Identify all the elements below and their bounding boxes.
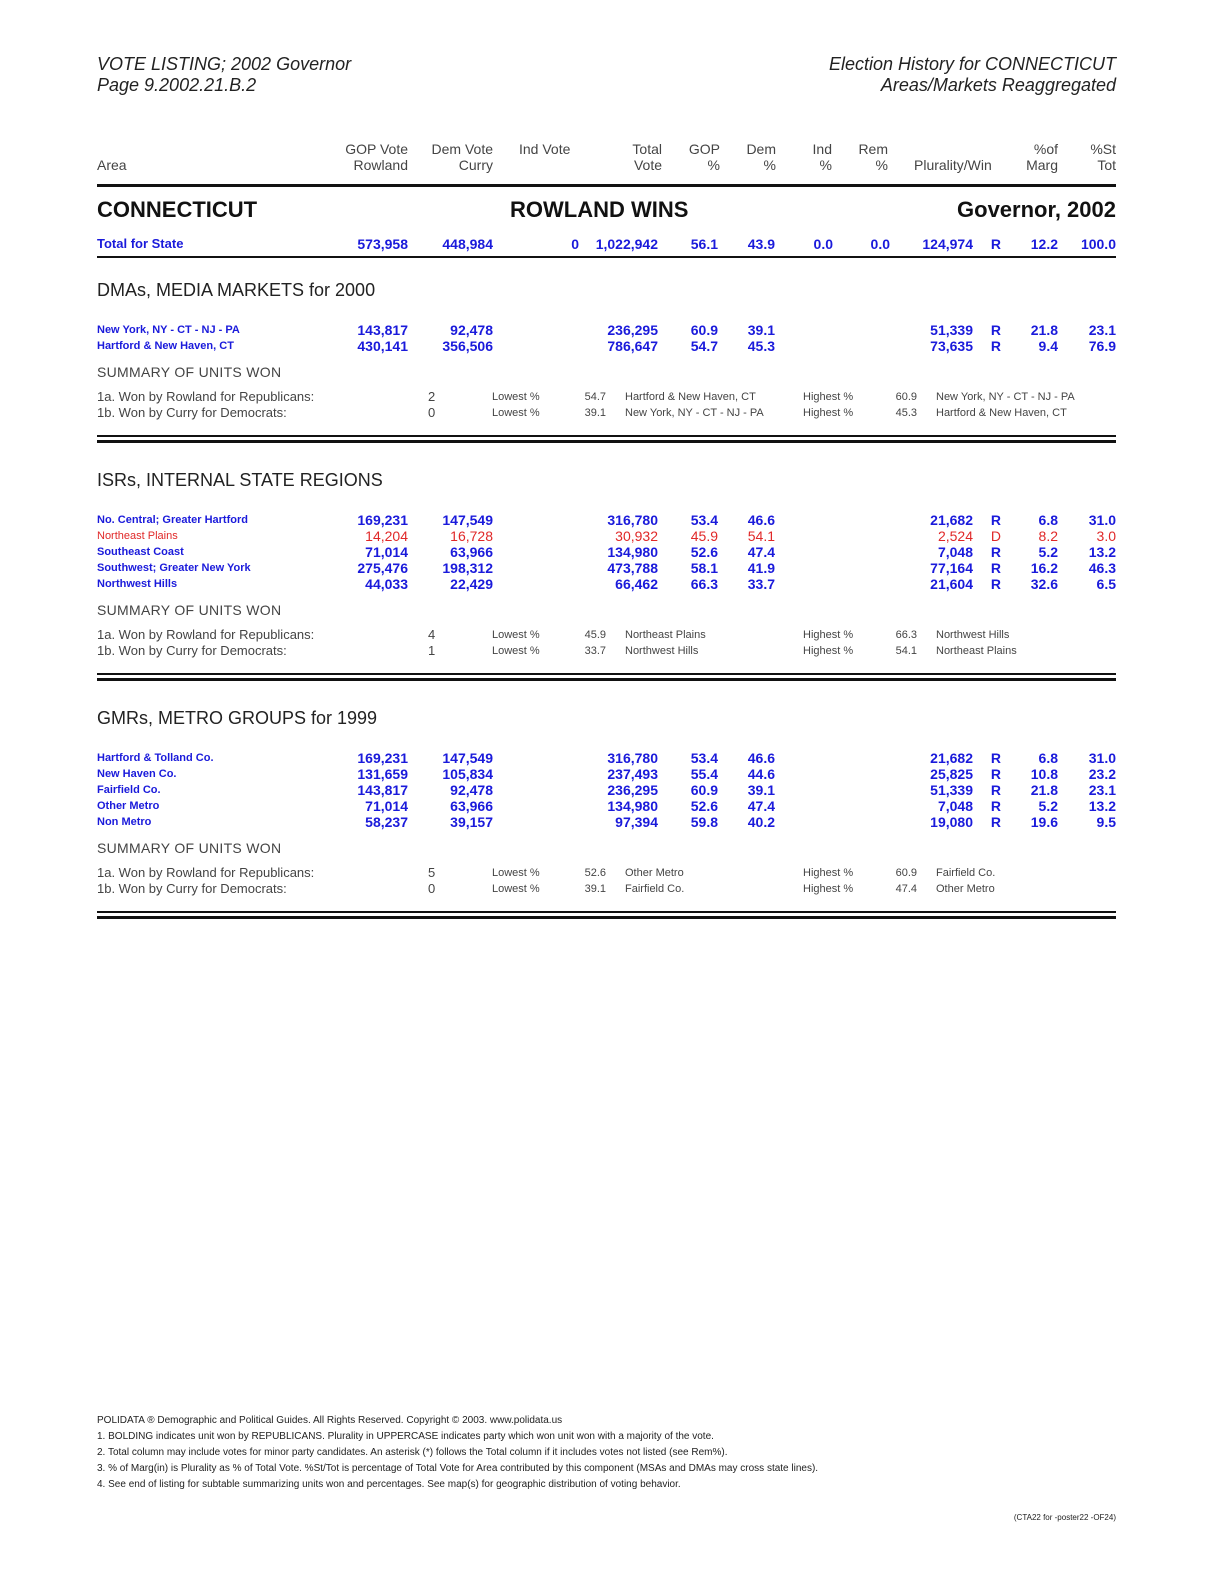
cell-total: 316,780 [607, 512, 658, 528]
cell-plurality: 77,164 [930, 560, 973, 576]
area-name: Other Metro [97, 800, 160, 812]
summary-high-label: Highest % [803, 645, 854, 657]
cell-plurality: 51,339 [930, 782, 973, 798]
cell-st: 13.2 [1088, 544, 1116, 560]
state-ind-pct: 0.0 [813, 236, 833, 252]
summary-title: SUMMARY OF UNITS WON [97, 840, 282, 856]
cell-dem: 356,506 [442, 338, 493, 354]
summary-high-value: 47.4 [895, 883, 917, 895]
history-title: Election History for CONNECTICUT [828, 54, 1116, 74]
cell-gop: 143,817 [357, 782, 408, 798]
cell-win: R [990, 512, 1001, 528]
cell-gop-pct: 45.9 [690, 528, 718, 544]
cell-plurality: 51,339 [930, 322, 973, 338]
col-margin: %of Marg [1026, 141, 1058, 173]
cell-win: R [990, 766, 1001, 782]
cell-plurality: 19,080 [930, 814, 973, 830]
area-name: Southeast Coast [97, 546, 184, 558]
summary-high-value: 60.9 [895, 867, 917, 879]
summary-low-value: 52.6 [584, 867, 606, 879]
summary-low-name: Hartford & New Haven, CT [625, 391, 756, 403]
cell-total: 30,932 [615, 528, 658, 544]
cell-gop-pct: 66.3 [690, 576, 718, 592]
cell-st: 31.0 [1088, 750, 1116, 766]
cell-dem: 147,549 [442, 750, 493, 766]
history-subtitle: Areas/Markets Reaggregated [880, 75, 1116, 95]
state-margin: 12.2 [1030, 236, 1058, 252]
cell-total: 236,295 [607, 322, 658, 338]
page-header-left [97, 54, 351, 96]
state-name: CONNECTICUT [97, 197, 258, 222]
cell-gop-pct: 55.4 [690, 766, 718, 782]
footer-note-4: 4. See end of listing for subtable summarizing units won and percentages. See map(s) for geographic distribution of voting behavior. [97, 1479, 681, 1490]
cell-gop-pct: 53.4 [690, 750, 718, 766]
summary-low-value: 54.7 [584, 391, 606, 403]
summary-high-label: Highest % [803, 391, 854, 403]
cell-dem: 105,834 [442, 766, 493, 782]
summary-count: 2 [428, 389, 436, 404]
cell-gop-pct: 53.4 [690, 512, 718, 528]
cell-gop: 14,204 [365, 528, 408, 544]
state-gop-pct: 56.1 [690, 236, 718, 252]
cell-marg: 32.6 [1030, 576, 1058, 592]
cell-win: R [990, 798, 1001, 814]
summary-low-name: Other Metro [625, 867, 684, 879]
summary-high-label: Highest % [803, 407, 854, 419]
cell-marg: 5.2 [1038, 798, 1058, 814]
cell-dem-pct: 45.3 [747, 338, 775, 354]
section-rule [97, 911, 1116, 913]
cell-st: 6.5 [1096, 576, 1116, 592]
footer-copyright: POLIDATA ® Demographic and Political Guides. All Rights Reserved. Copyright © 2003. www.polidata.us [97, 1415, 563, 1426]
col-ind-pct: Ind % [812, 141, 832, 173]
cell-total: 97,394 [615, 814, 658, 830]
summary-low-label: Lowest % [492, 629, 540, 641]
summary-count: 1 [428, 643, 436, 658]
state-pct-total: 100.0 [1080, 236, 1116, 252]
cell-dem: 63,966 [450, 544, 493, 560]
header-rule [97, 184, 1116, 187]
cell-marg: 19.6 [1030, 814, 1058, 830]
col-area: Area [97, 157, 127, 173]
summary-low-label: Lowest % [492, 883, 540, 895]
col-dem-vote: Dem Vote Curry [431, 141, 493, 173]
cell-st: 76.9 [1088, 338, 1116, 354]
state-dem: 448,984 [442, 236, 493, 252]
cell-dem: 16,728 [450, 528, 493, 544]
summary-title: SUMMARY OF UNITS WON [97, 602, 282, 618]
cell-marg: 8.2 [1038, 528, 1058, 544]
section-rule [97, 678, 1116, 681]
summary-count: 0 [428, 881, 436, 896]
page-number: Page 9.2002.21.B.2 [97, 75, 257, 95]
summary-low-value: 45.9 [584, 629, 606, 641]
cell-gop-pct: 60.9 [690, 322, 718, 338]
cell-gop: 169,231 [357, 512, 408, 528]
cell-dem: 22,429 [450, 576, 493, 592]
listing-title: VOTE LISTING; 2002 Governor [97, 54, 352, 74]
cell-dem: 92,478 [450, 782, 493, 798]
cell-marg: 5.2 [1038, 544, 1058, 560]
cell-plurality: 21,604 [930, 576, 973, 592]
page-header-right [829, 54, 1116, 96]
cell-dem-pct: 47.4 [747, 798, 775, 814]
cell-gop-pct: 58.1 [690, 560, 718, 576]
summary-high-value: 45.3 [895, 407, 917, 419]
summary-count: 5 [428, 865, 436, 880]
cell-marg: 16.2 [1030, 560, 1058, 576]
summary-label: 1b. Won by Curry for Democrats: [97, 881, 287, 896]
section-rule [97, 916, 1116, 919]
cell-total: 134,980 [607, 544, 658, 560]
area-name: Non Metro [97, 816, 152, 828]
area-name: Hartford & New Haven, CT [97, 340, 234, 352]
col-plurality: Plurality/Win [914, 157, 992, 173]
summary-low-value: 33.7 [584, 645, 606, 657]
cell-st: 9.5 [1096, 814, 1116, 830]
summary-high-name: Northeast Plains [936, 645, 1017, 657]
summary-count: 0 [428, 405, 436, 420]
col-rem-pct: Rem % [858, 141, 888, 173]
state-win: R [990, 236, 1001, 252]
cell-plurality: 7,048 [937, 798, 973, 814]
cell-plurality: 73,635 [930, 338, 973, 354]
summary-high-label: Highest % [803, 629, 854, 641]
col-ind-vote: Ind Vote [519, 141, 571, 157]
cell-gop: 71,014 [365, 544, 408, 560]
cell-st: 23.1 [1088, 322, 1116, 338]
col-total-vote: Total Vote [632, 141, 662, 173]
cell-marg: 21.8 [1030, 322, 1058, 338]
cell-total: 473,788 [607, 560, 658, 576]
cell-win: R [990, 338, 1001, 354]
cell-gop: 71,014 [365, 798, 408, 814]
cell-plurality: 7,048 [937, 544, 973, 560]
summary-low-label: Lowest % [492, 867, 540, 879]
summary-low-label: Lowest % [492, 391, 540, 403]
area-name: Northeast Plains [97, 530, 178, 542]
state-total: 1,022,942 [595, 236, 658, 252]
cell-gop: 44,033 [365, 576, 408, 592]
summary-high-name: Hartford & New Haven, CT [936, 407, 1067, 419]
col-gop-vote: GOP Vote Rowland [345, 141, 408, 173]
cell-dem: 39,157 [450, 814, 493, 830]
cell-total: 237,493 [607, 766, 658, 782]
cell-win: R [990, 560, 1001, 576]
cell-total: 134,980 [607, 798, 658, 814]
cell-total: 66,462 [615, 576, 658, 592]
cell-st: 23.1 [1088, 782, 1116, 798]
summary-high-value: 54.1 [895, 645, 917, 657]
area-name: Hartford & Tolland Co. [97, 752, 214, 764]
cell-dem: 92,478 [450, 322, 493, 338]
cell-marg: 10.8 [1030, 766, 1058, 782]
state-dem-pct: 43.9 [747, 236, 775, 252]
summary-label: 1a. Won by Rowland for Republicans: [97, 389, 315, 404]
summary-title: SUMMARY OF UNITS WON [97, 364, 282, 380]
cell-win: R [990, 814, 1001, 830]
summary-high-value: 66.3 [895, 629, 917, 641]
cell-dem: 147,549 [442, 512, 493, 528]
cell-dem-pct: 41.9 [747, 560, 775, 576]
summary-low-label: Lowest % [492, 645, 540, 657]
cell-plurality: 2,524 [937, 528, 973, 544]
col-dem-pct: Dem % [746, 141, 776, 173]
cell-win: D [990, 528, 1001, 544]
cell-total: 786,647 [607, 338, 658, 354]
summary-high-name: Other Metro [936, 883, 995, 895]
cell-gop-pct: 54.7 [690, 338, 718, 354]
cell-gop: 58,237 [365, 814, 408, 830]
cell-marg: 21.8 [1030, 782, 1058, 798]
state-plurality: 124,974 [922, 236, 973, 252]
footer-note-3: 3. % of Marg(in) is Plurality as % of Total Vote. %St/Tot is percentage of Total Vote for Area contributed by this component (MSAs and DMAs may cross state lines). [97, 1463, 819, 1474]
col-state-total: %St Tot [1090, 141, 1116, 173]
footer-note-1: 1. BOLDING indicates unit won by REPUBLICANS. Plurality in UPPERCASE indicates party which won unit won with a majority of the vote. [97, 1431, 714, 1442]
summary-low-name: Northeast Plains [625, 629, 706, 641]
cell-marg: 9.4 [1038, 338, 1058, 354]
state-rem-pct: 0.0 [870, 236, 890, 252]
cell-win: R [990, 576, 1001, 592]
cell-gop-pct: 59.8 [690, 814, 718, 830]
cell-plurality: 21,682 [930, 512, 973, 528]
cell-marg: 6.8 [1038, 512, 1058, 528]
summary-high-name: New York, NY - CT - NJ - PA [936, 391, 1075, 403]
summary-low-value: 39.1 [584, 883, 606, 895]
summary-label: 1a. Won by Rowland for Republicans: [97, 865, 315, 880]
footer-note-2: 2. Total column may include votes for minor party candidates. An asterisk (*) follows the Total column if it includes votes not listed (see Rem%). [97, 1447, 728, 1458]
cell-gop: 131,659 [357, 766, 408, 782]
cell-dem-pct: 33.7 [747, 576, 775, 592]
cell-win: R [990, 544, 1001, 560]
cell-st: 46.3 [1088, 560, 1116, 576]
cell-dem-pct: 40.2 [747, 814, 775, 830]
cell-gop: 275,476 [357, 560, 408, 576]
section-title: DMAs, MEDIA MARKETS for 2000 [97, 280, 376, 300]
area-name: No. Central; Greater Hartford [97, 514, 248, 526]
summary-low-name: Northwest Hills [625, 645, 699, 657]
cell-dem-pct: 47.4 [747, 544, 775, 560]
cell-dem-pct: 54.1 [747, 528, 775, 544]
summary-label: 1a. Won by Rowland for Republicans: [97, 627, 315, 642]
cell-plurality: 25,825 [930, 766, 973, 782]
cell-gop: 169,231 [357, 750, 408, 766]
state-gop: 573,958 [357, 236, 408, 252]
summary-high-label: Highest % [803, 867, 854, 879]
section-rule [97, 673, 1116, 675]
cell-gop: 143,817 [357, 322, 408, 338]
cell-st: 3.0 [1096, 528, 1116, 544]
area-name: Fairfield Co. [97, 784, 161, 796]
summary-low-value: 39.1 [584, 407, 606, 419]
summary-high-label: Highest % [803, 883, 854, 895]
area-name: Northwest Hills [97, 578, 178, 590]
cell-gop-pct: 52.6 [690, 798, 718, 814]
state-total-label: Total for State [97, 236, 184, 251]
cell-st: 23.2 [1088, 766, 1116, 782]
state-ind: 0 [571, 236, 579, 252]
cell-gop-pct: 52.6 [690, 544, 718, 560]
cell-plurality: 21,682 [930, 750, 973, 766]
cell-st: 13.2 [1088, 798, 1116, 814]
cell-dem: 198,312 [442, 560, 493, 576]
cell-marg: 6.8 [1038, 750, 1058, 766]
summary-low-name: Fairfield Co. [625, 883, 685, 895]
state-total-row [0, 236, 1224, 254]
summary-count: 4 [428, 627, 436, 642]
summary-high-value: 60.9 [895, 391, 917, 403]
col-gop-pct: GOP % [688, 141, 720, 173]
cell-win: R [990, 750, 1001, 766]
cell-dem-pct: 39.1 [747, 322, 775, 338]
section-title: GMRs, METRO GROUPS for 1999 [97, 708, 378, 728]
area-name: New York, NY - CT - NJ - PA [97, 324, 240, 336]
cell-dem-pct: 46.6 [747, 512, 775, 528]
summary-high-name: Northwest Hills [936, 629, 1010, 641]
cell-total: 316,780 [607, 750, 658, 766]
area-name: Southwest; Greater New York [97, 562, 251, 574]
summary-low-name: New York, NY - CT - NJ - PA [625, 407, 764, 419]
cell-win: R [990, 782, 1001, 798]
summary-high-name: Fairfield Co. [936, 867, 996, 879]
cell-dem: 63,966 [450, 798, 493, 814]
state-rule [97, 256, 1116, 258]
cell-st: 31.0 [1088, 512, 1116, 528]
summary-label: 1b. Won by Curry for Democrats: [97, 643, 287, 658]
summary-low-label: Lowest % [492, 407, 540, 419]
listing-code: (CTA22 for -poster22 -OF24) [1013, 1513, 1116, 1522]
winner-banner: ROWLAND WINS [510, 197, 689, 222]
cell-dem-pct: 46.6 [747, 750, 775, 766]
cell-gop-pct: 60.9 [690, 782, 718, 798]
cell-win: R [990, 322, 1001, 338]
cell-total: 236,295 [607, 782, 658, 798]
section-rule [97, 440, 1116, 443]
office-title: Governor, 2002 [957, 197, 1116, 222]
area-name: New Haven Co. [97, 768, 177, 780]
section-title: ISRs, INTERNAL STATE REGIONS [97, 470, 383, 490]
cell-dem-pct: 44.6 [747, 766, 775, 782]
cell-dem-pct: 39.1 [747, 782, 775, 798]
section-rule [97, 435, 1116, 437]
summary-label: 1b. Won by Curry for Democrats: [97, 405, 287, 420]
cell-gop: 430,141 [357, 338, 408, 354]
